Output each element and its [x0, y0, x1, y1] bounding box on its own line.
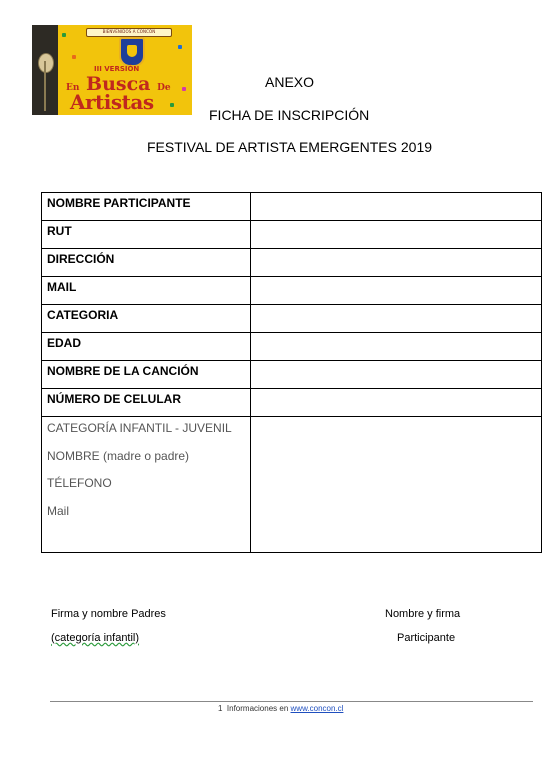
logo-edition: III VERSIÓN	[94, 65, 140, 73]
guardian-category-label: CATEGORÍA INFANTIL - JUVENIL	[47, 421, 232, 435]
confetti-dot	[178, 45, 182, 49]
festival-logo	[32, 25, 192, 115]
guardian-name-label: NOMBRE (madre o padre)	[47, 448, 190, 463]
parents-signature-label: Firma y nombre Padres	[51, 608, 166, 620]
form-row	[42, 305, 542, 333]
form-title: FICHA DE INSCRIPCIÓN	[209, 107, 370, 123]
field-rut[interactable]	[251, 221, 542, 249]
form-row	[42, 249, 542, 277]
logo-title-suffix: De	[157, 83, 171, 93]
participant-signature-sublabel: Participante	[397, 632, 456, 644]
crest-icon	[119, 37, 145, 67]
form-row	[42, 277, 542, 305]
footnote-link[interactable]: www.concon.cl	[290, 704, 344, 713]
logo-title-main: Busca	[86, 73, 151, 95]
footnote-divider	[50, 701, 533, 702]
field-label: RUT	[42, 221, 251, 249]
field-label: EDAD	[42, 333, 251, 361]
palette-icon	[38, 53, 54, 73]
form-row	[42, 221, 542, 249]
participant-signature-label: Nombre y firma	[385, 608, 461, 620]
field-song-name[interactable]	[251, 361, 542, 389]
field-category[interactable]	[251, 305, 542, 333]
field-label: DIRECCIÓN	[42, 249, 251, 277]
footnote-number: 1	[218, 704, 223, 713]
field-phone-number[interactable]	[251, 389, 542, 417]
field-age[interactable]	[251, 333, 542, 361]
guardian-labels	[42, 417, 251, 553]
crest-inner	[127, 45, 137, 57]
confetti-dot	[170, 103, 174, 107]
annex-heading: ANEXO	[265, 74, 315, 90]
field-participant-name[interactable]	[251, 193, 542, 221]
form-row	[42, 193, 542, 221]
registration-form-table	[41, 192, 542, 553]
field-label: NOMBRE PARTICIPANTE	[42, 193, 251, 221]
logo-title-prefix: En	[66, 83, 80, 93]
guardian-mail-label: Mail	[47, 503, 70, 518]
confetti-dot	[182, 87, 186, 91]
field-label: NOMBRE DE LA CANCIÓN	[42, 361, 251, 389]
logo-top-banner	[86, 28, 172, 37]
field-guardian-info[interactable]	[251, 417, 542, 553]
footnote-text: Informaciones en	[226, 704, 289, 713]
festival-title: FESTIVAL DE ARTISTA EMERGENTES 2019	[147, 139, 433, 155]
parents-category-note: (categoría infantil)	[51, 632, 140, 644]
form-row	[42, 361, 542, 389]
field-label: NÚMERO DE CELULAR	[42, 389, 251, 417]
parents-signature-sublabel	[51, 632, 139, 644]
logo-title-line3: Artistas	[70, 90, 154, 114]
form-row	[42, 389, 542, 417]
field-address[interactable]	[251, 249, 542, 277]
guardian-phone-label: TÉLEFONO	[47, 476, 112, 490]
field-label: MAIL	[42, 277, 251, 305]
confetti-dot	[62, 33, 66, 37]
form-row	[42, 333, 542, 361]
confetti-dot	[72, 55, 76, 59]
field-label: CATEGORIA	[42, 305, 251, 333]
footnote	[218, 704, 343, 713]
logo-banner-text: BIENVENIDOS A CONCÓN	[102, 29, 156, 34]
field-mail[interactable]	[251, 277, 542, 305]
guardian-row	[42, 417, 542, 553]
brush-icon	[44, 61, 46, 111]
